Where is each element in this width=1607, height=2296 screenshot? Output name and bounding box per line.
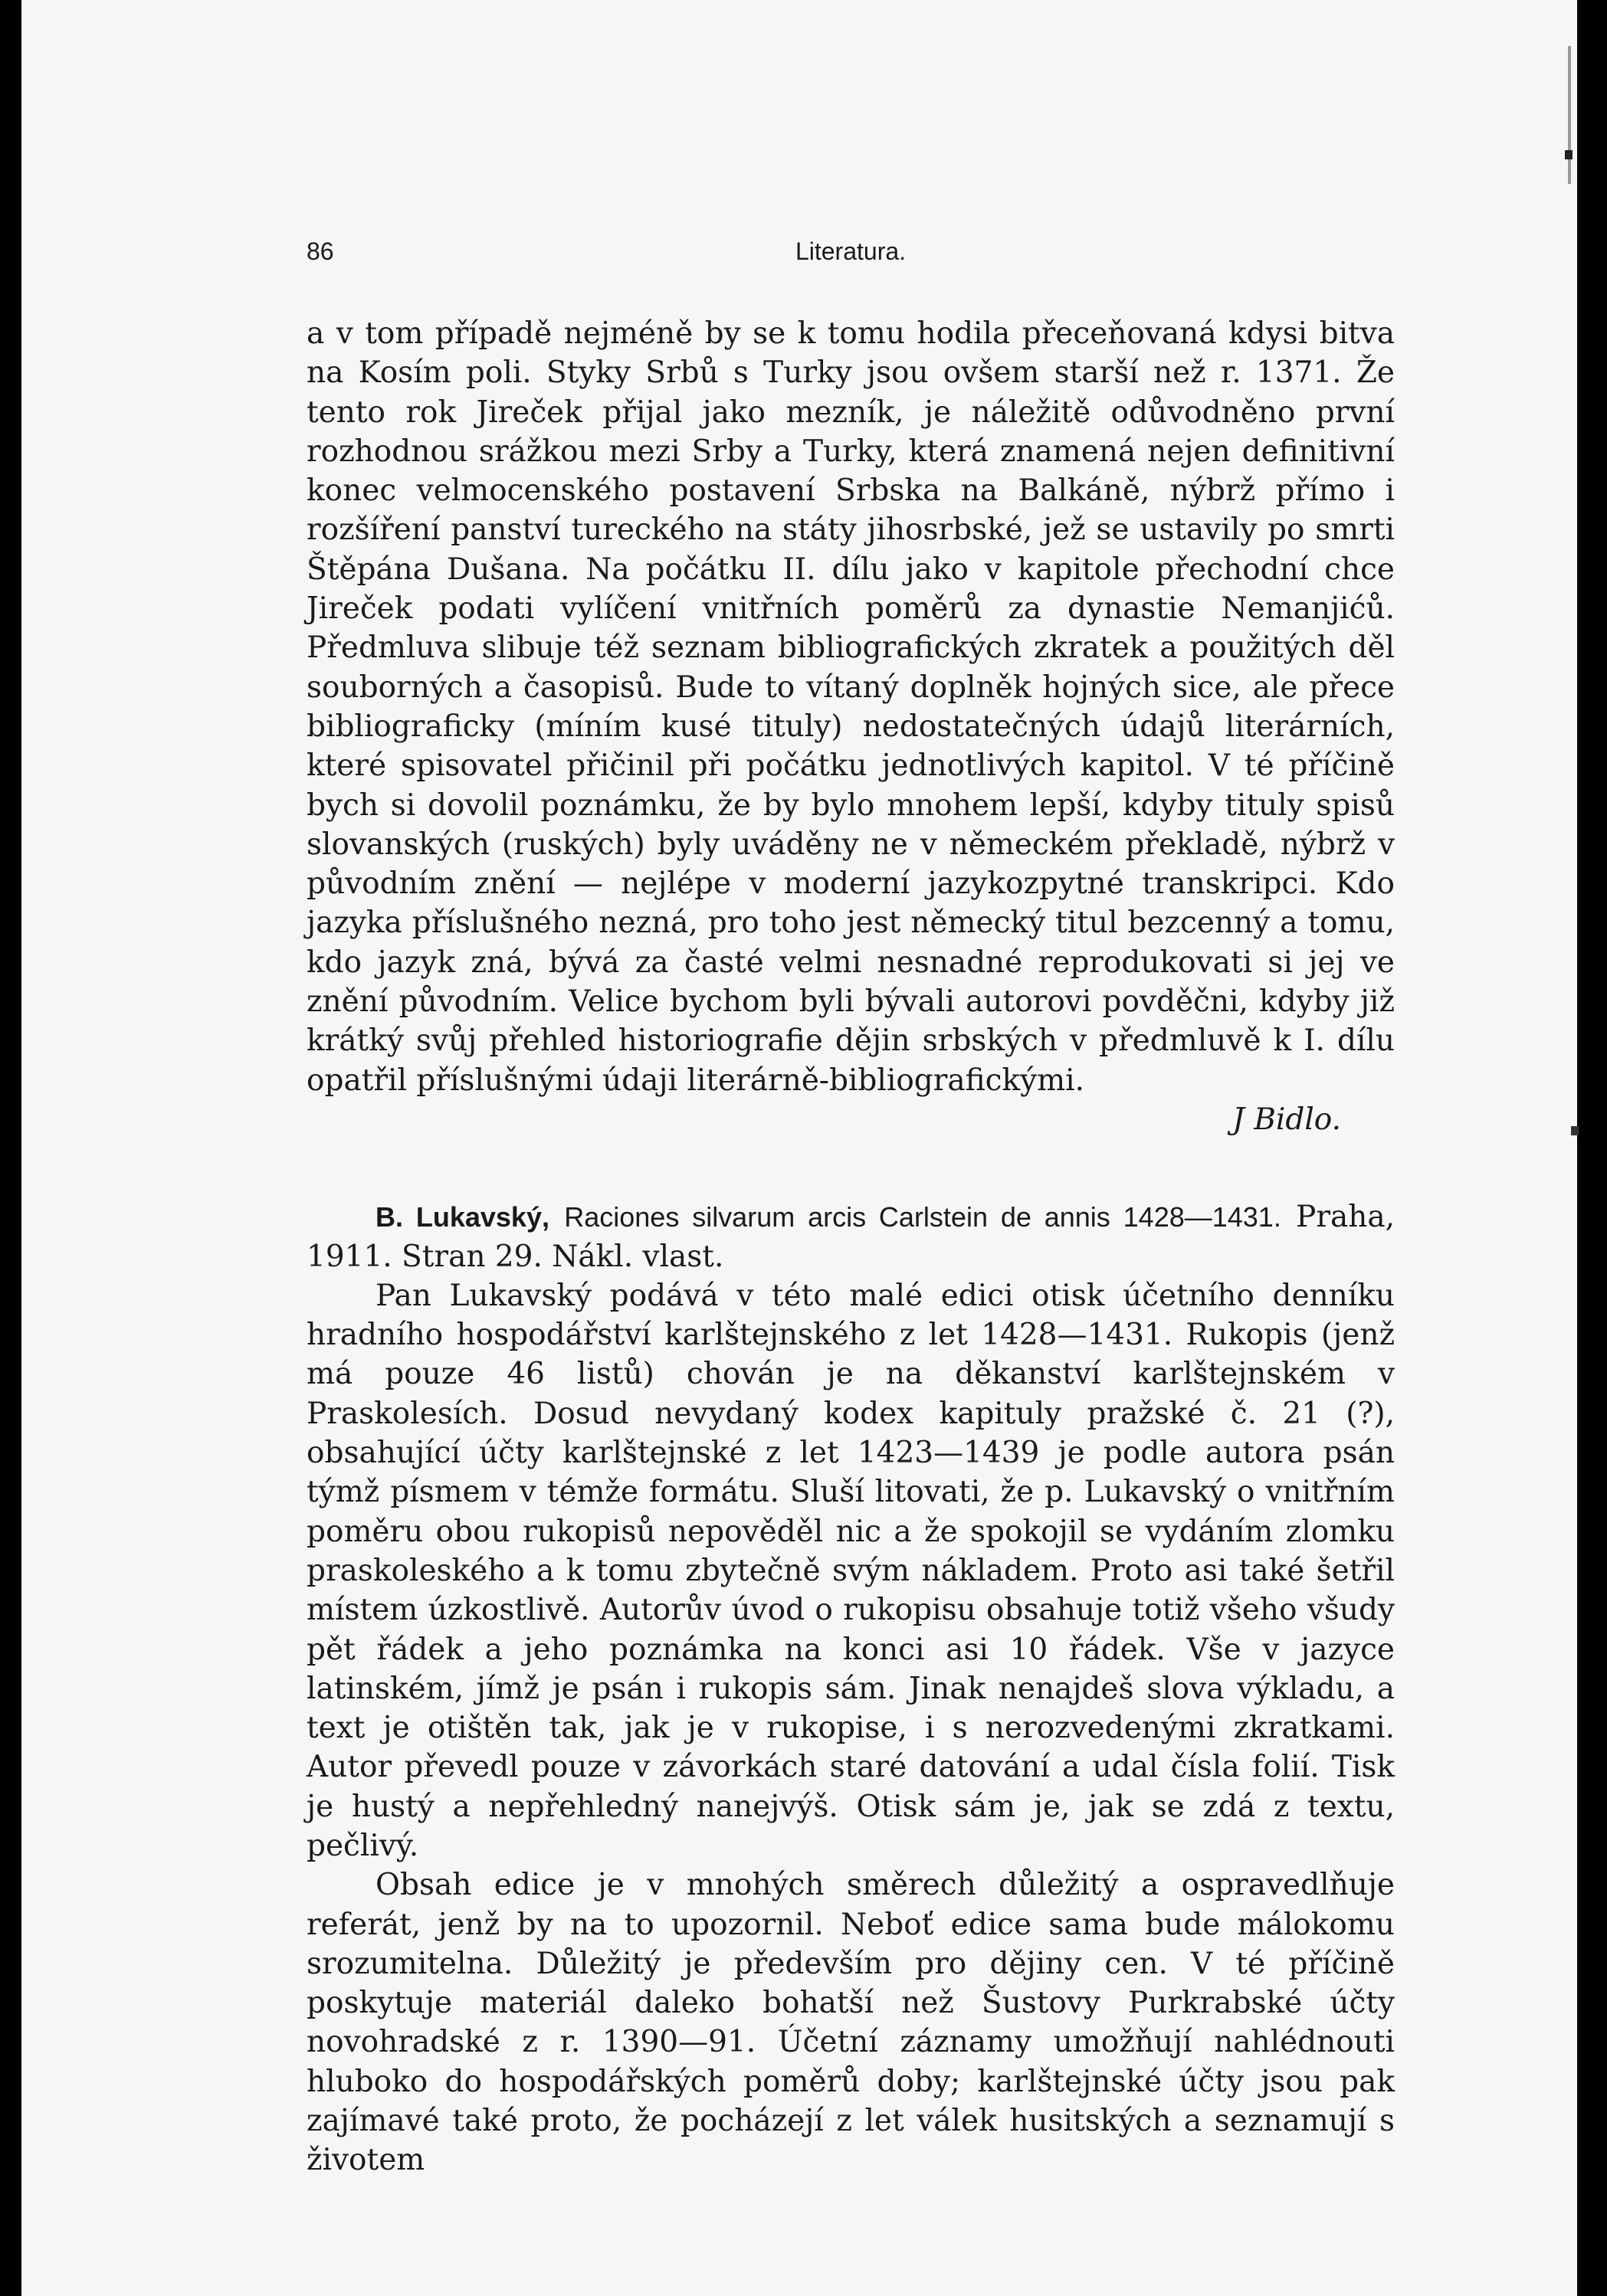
scan-speck xyxy=(1565,150,1573,159)
section-gap xyxy=(307,1139,1395,1197)
review2-author: B. Lukavský, xyxy=(376,1201,549,1233)
scan-speck xyxy=(1571,1126,1579,1135)
section-title: Literatura. xyxy=(795,237,907,265)
review2-title: Raciones silvarum arcis Carlstein de annis 1428—1431. xyxy=(564,1201,1281,1233)
review2-heading xyxy=(307,1197,1395,1276)
review1-paragraph: a v tom případě nejméně by se k tomu hodila přeceňovaná kdysi bitva na Kosím poli. Styky Srbů s Turky jsou ovšem starší než r. 1371. Že tento rok Jireček přijal jako mezník, je náležitě odůvodněno první rozhodnou srážkou mezi Srby a Turky, která znamená nejen definitivní konec velmocenského postavení Srbska na Balkáně, nýbrž přímo i rozšíření panství tureckého na státy jihosrbské, jež se ustavily po smrti Štěpána Dušana. Na počátku II. dílu jako v kapitole přechodní chce Jireček podati vylíčení vnitřních poměrů za dynastie Nemanjićů. Předmluva slibuje též seznam bibliografických zkratek a použitých děl souborných a časopisů. Bude to vítaný doplněk hojných sice, ale přece bibliograficky (míním kusé tituly) nedostatečných údajů literárních, které spisovatel přičinil při počátku jednotlivých kapitol. V té příčině bych si dovolil poznámku, že by bylo mnohem lepší, kdyby tituly spisů slovanských (ruských) byly uváděny ne v německém překladě, nýbrž v původním znění — nejlépe v moderní jazykozpytné transkripci. Kdo jazyka příslušného nezná, pro toho jest německý titul bezcenný a tomu, kdo jazyk zná, bývá za časté velmi nesnadné reprodukovati si jej ve znění původním. Velice bychom byli bývali autorovi povděčni, kdyby již krátký svůj přehled historiografie dějin srbských v předmluvě k I. dílu opatřil příslušnými údaji literárně-bibliografickými. xyxy=(307,316,1395,1098)
review2-paragraph-2: Obsah edice je v mnohých směrech důležitý a ospravedlňuje referát, jenž by na to upozornil. Neboť edice sama bude málokomu srozumitelna. Důležitý je především pro dějiny cen. V té příčině poskytuje materiál daleko bohatší než Šustovy Purkrabské účty novohradské z r. 1390—91. Účetní záznamy umožňují nahlédnouti hluboko do hospodářských poměrů doby; karlštejnské účty jsou pak zajímavé také proto, že pocházejí z let válek husitských a seznamují s životem xyxy=(307,1868,1395,2178)
running-head xyxy=(307,237,1395,276)
reviewer-signature: J Bidlo. xyxy=(1232,1102,1341,1137)
review2-paragraph-1: Pan Lukavský podává v této malé edici otisk účetního denníku hradního hospodářství karlštejnského z let 1428—1431. Rukopis (jenž má pouze 46 listů) chován je na děkanství karlštejnském v Praskolesích. Dosud nevydaný kodex kapituly pražské č. 21 (?), obsahující účty karlštejnské z let 1423—1439 je podle autora psán týmž písmem v témže formátu. Sluší litovati, že p. Lukavský o vnitřním poměru obou rukopisů nepověděl nic a že spokojil se vydáním zlomku praskoleského a k tomu zbytečně svým nákladem. Proto asi také šetřil místem úzkostlivě. Autorův úvod o rukopisu obsahuje totiž všeho všudy pět řádek a jeho poznámka na konci asi 10 řádek. Vše v jazyce latinském, jímž je psán i rukopis sám. Jinak nenajdeš slova výkladu, a text je otištěn tak, jak je v rukopise, i s nerozvedenými zkratkami. Autor převedl pouze v závorkách staré datování a udal čísla folií. Tisk je hustý a nepřehledný nanejvýš. Otisk sám je, jak se zdá z textu, pečlivý. xyxy=(307,1278,1395,1863)
page-number: 86 xyxy=(307,237,334,265)
text-column xyxy=(307,314,1395,2180)
review2-publication: Praha, 1911. Stran 29. Nákl. vlast. xyxy=(307,1200,1395,1274)
page-edge-mark xyxy=(1568,46,1571,184)
